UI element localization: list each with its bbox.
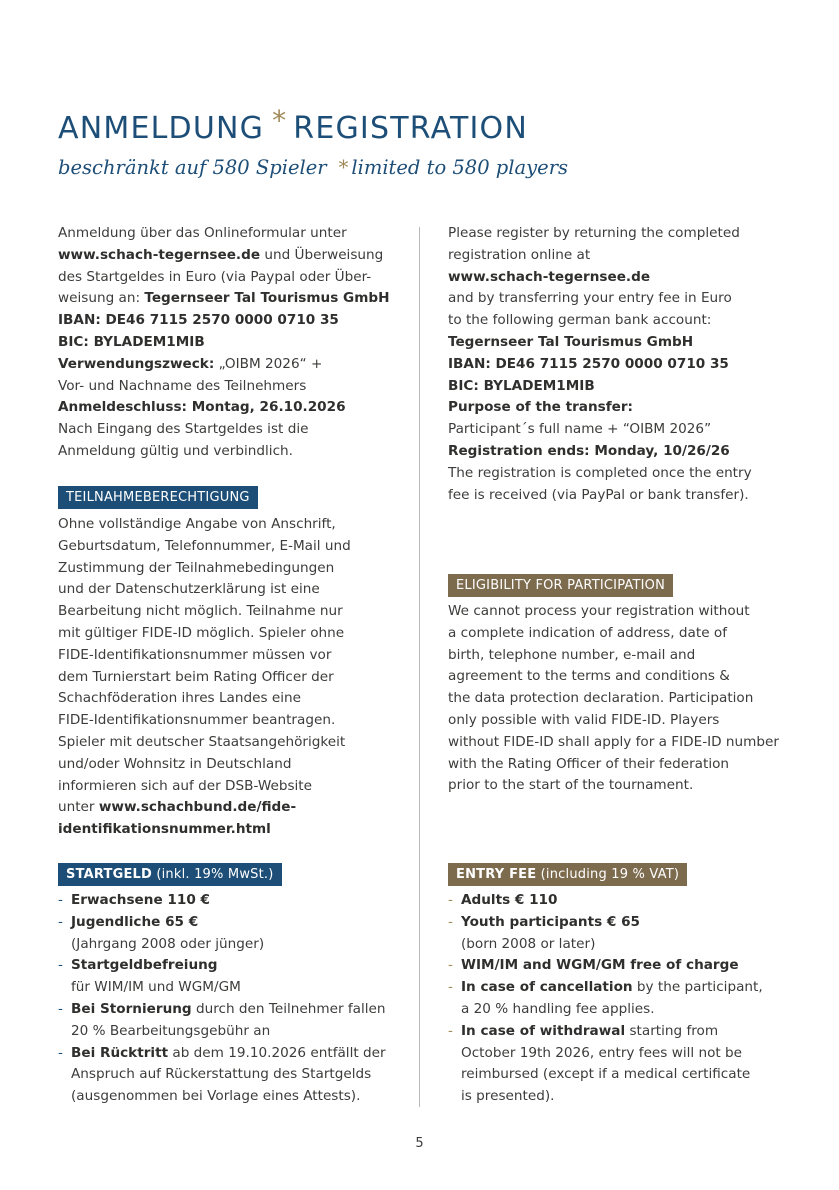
- text-line: (ausgenommen bei Vorlage eines Attests).: [71, 1088, 361, 1105]
- list-item: [448, 1021, 763, 1108]
- dash-bullet: -: [448, 892, 453, 908]
- text-fragment: starting from: [625, 1022, 719, 1039]
- text-fragment: ab dem 19.10.2026 entfällt der: [168, 1044, 386, 1061]
- text-line: a complete indication of address, date of: [448, 624, 727, 641]
- text-line: [58, 354, 389, 376]
- text-line: with the Rating Officer of their federation: [448, 755, 730, 772]
- bic: BIC: BYLADEM1MIB: [448, 377, 595, 394]
- text-line: Anmeldung über das Onlineformular unter: [58, 225, 347, 241]
- text-fragment: unter: [58, 799, 99, 816]
- text-line: (born 2008 or later): [461, 935, 596, 952]
- list-item: [58, 955, 386, 999]
- dsb-link[interactable]: www.schachbund.de/fide-: [98, 799, 297, 816]
- text-line: The registration is completed once the entry: [448, 464, 752, 481]
- page-subtitle: [58, 153, 568, 183]
- badge-text: (inkl. 19% MwSt.): [152, 867, 274, 882]
- badge-bold: STARTGELD: [66, 867, 153, 882]
- fee-adults: Erwachsene 110 €: [71, 892, 210, 908]
- fee-exemption: WIM/IM and WGM/GM free of charge: [461, 957, 739, 974]
- text-line: FIDE-Identifikationsnummer beantragen.: [58, 712, 336, 729]
- withdrawal-label: Bei Rücktritt: [71, 1044, 169, 1061]
- subtitle-german: beschränkt auf 580 Spieler: [58, 156, 327, 179]
- text-line: We cannot process your registration without: [448, 603, 750, 619]
- registration-text-de: [58, 223, 389, 463]
- text-fragment: und Überweisung: [260, 246, 384, 263]
- text-line: Bearbeitung nicht möglich. Teilnahme nur: [58, 603, 343, 620]
- text-line: mit gültiger FIDE-ID möglich. Spieler ohne: [58, 624, 345, 641]
- eligibility-heading-en: ELIGIBILITY FOR PARTICIPATION: [448, 574, 673, 597]
- text-line: to the following german bank account:: [448, 312, 712, 329]
- text-line: without FIDE-ID shall apply for a FIDE-ID number: [448, 733, 779, 750]
- text-line: Anmeldung gültig und verbindlich.: [58, 442, 293, 459]
- text-line: reimbursed (except if a medical certificate: [461, 1066, 751, 1083]
- text-line: only possible with valid FIDE-ID. Players: [448, 711, 720, 728]
- text-line: is presented).: [461, 1088, 555, 1105]
- dash-bullet: -: [58, 1000, 63, 1017]
- text-line: dem Turnierstart beim Rating Officer der: [58, 668, 334, 685]
- text-line: agreement to the terms and conditions &: [448, 668, 730, 685]
- eligibility-text-de: [58, 514, 351, 841]
- list-item: [448, 912, 763, 956]
- list-item: [58, 999, 386, 1043]
- fee-youth: Youth participants € 65: [461, 913, 641, 930]
- text-line: Anspruch auf Rückerstattung des Startgelds: [71, 1066, 372, 1083]
- text-fragment: „OIBM 2026“ +: [214, 355, 323, 372]
- page-title: [58, 104, 528, 149]
- dash-bullet: -: [448, 913, 453, 930]
- website-link[interactable]: www.schach-tegernsee.de: [58, 246, 261, 263]
- column-divider: [419, 227, 420, 1107]
- text-line: 20 % Bearbeitungsgebühr an: [71, 1022, 271, 1039]
- text-line: and by transferring your entry fee in Euro: [448, 290, 732, 307]
- list-item: [58, 1043, 386, 1108]
- registration-deadline: Registration ends: Monday, 10/26/26: [448, 442, 730, 459]
- registration-deadline: Anmeldeschluss: Montag, 26.10.2026: [58, 399, 346, 416]
- text-line: informieren sich auf der DSB-Website: [58, 777, 313, 794]
- text-line: registration online at: [448, 246, 591, 263]
- text-fragment: weisung an:: [58, 290, 145, 307]
- text-line: (Jahrgang 2008 oder jünger): [71, 935, 265, 952]
- text-line: prior to the start of the tournament.: [448, 777, 694, 794]
- dash-bullet: -: [58, 1044, 63, 1061]
- asterisk-separator: *: [272, 104, 288, 137]
- text-line: the data protection declaration. Participation: [448, 690, 754, 707]
- text-line: Geburtsdatum, Telefonnummer, E-Mail und: [58, 537, 351, 554]
- list-item: [58, 912, 386, 956]
- text-line: fee is received (via PayPal or bank transfer).: [448, 486, 749, 503]
- text-line: Participant´s full name + “OIBM 2026”: [448, 421, 712, 438]
- account-holder: Tegernseer Tal Tourismus GmbH: [144, 290, 390, 307]
- fee-heading-en: [448, 863, 687, 886]
- dash-bullet: -: [58, 892, 63, 908]
- purpose-label: Verwendungszweck:: [58, 355, 215, 372]
- badge-bold: ENTRY FEE: [456, 867, 537, 882]
- title-german: ANMELDUNG: [58, 111, 265, 146]
- fee-exemption: Startgeldbefreiung: [71, 957, 218, 974]
- cancellation-label: Bei Stornierung: [71, 1000, 192, 1017]
- text-line: Spieler mit deutscher Staatsangehörigkeit: [58, 733, 346, 750]
- text-fragment: by the participant,: [632, 979, 763, 996]
- fee-heading-de: [58, 863, 282, 886]
- eligibility-heading-de: TEILNAHMEBERECHTIGUNG: [58, 486, 258, 509]
- text-line: Please register by returning the completed: [448, 225, 740, 241]
- asterisk-separator: *: [338, 156, 349, 179]
- bic: BIC: BYLADEM1MIB: [58, 333, 205, 350]
- title-english: REGISTRATION: [293, 111, 528, 146]
- iban: IBAN: DE46 7115 2570 0000 0710 35: [58, 312, 339, 329]
- registration-text-en: [448, 223, 752, 506]
- subtitle-english: limited to 580 players: [351, 156, 569, 179]
- eligibility-text-en: [448, 601, 779, 797]
- dsb-link[interactable]: identifikationsnummer.html: [58, 821, 271, 838]
- text-line: Vor- und Nachname des Teilnehmers: [58, 377, 307, 394]
- website-link[interactable]: www.schach-tegernsee.de: [448, 268, 651, 285]
- purpose-label: Purpose of the transfer:: [448, 399, 633, 416]
- list-item: [448, 977, 763, 1021]
- fee-adults: Adults € 110: [461, 892, 558, 908]
- dash-bullet: -: [448, 957, 453, 974]
- text-line: [58, 288, 389, 310]
- text-line: [58, 797, 351, 819]
- cancellation-label: In case of cancellation: [461, 979, 633, 996]
- list-item: [448, 955, 763, 977]
- fee-list-en: [448, 890, 763, 1108]
- text-line: Zustimmung der Teilnahmebedingungen: [58, 559, 335, 576]
- text-line: [58, 245, 389, 267]
- dash-bullet: -: [448, 979, 453, 996]
- badge-text: (including 19 % VAT): [536, 867, 680, 882]
- list-item: [448, 890, 763, 912]
- text-line: des Startgeldes in Euro (via Paypal oder Über-: [58, 268, 372, 285]
- dash-bullet: -: [58, 957, 63, 974]
- text-line: October 19th 2026, entry fees will not be: [461, 1044, 743, 1061]
- page-number: 5: [415, 1136, 424, 1151]
- list-item: [58, 890, 386, 912]
- withdrawal-label: In case of withdrawal: [461, 1022, 626, 1039]
- fee-list-de: [58, 890, 386, 1108]
- text-line: birth, telephone number, e-mail and: [448, 646, 696, 663]
- dash-bullet: -: [58, 913, 63, 930]
- text-line: und/oder Wohnsitz in Deutschland: [58, 755, 292, 772]
- account-holder: Tegernseer Tal Tourismus GmbH: [448, 333, 694, 350]
- text-line: und der Datenschutzerklärung ist eine: [58, 581, 320, 598]
- text-line: FIDE-Identifikationsnummer müssen vor: [58, 646, 332, 663]
- text-fragment: durch den Teilnehmer fallen: [191, 1000, 386, 1017]
- dash-bullet: -: [448, 1022, 453, 1039]
- iban: IBAN: DE46 7115 2570 0000 0710 35: [448, 355, 729, 372]
- text-line: Nach Eingang des Startgeldes ist die: [58, 421, 309, 438]
- fee-youth: Jugendliche 65 €: [71, 913, 199, 930]
- text-line: Ohne vollständige Angabe von Anschrift,: [58, 516, 336, 532]
- text-line: a 20 % handling fee applies.: [461, 1000, 655, 1017]
- text-line: für WIM/IM und WGM/GM: [71, 979, 241, 996]
- text-line: Schachföderation ihres Landes eine: [58, 690, 301, 707]
